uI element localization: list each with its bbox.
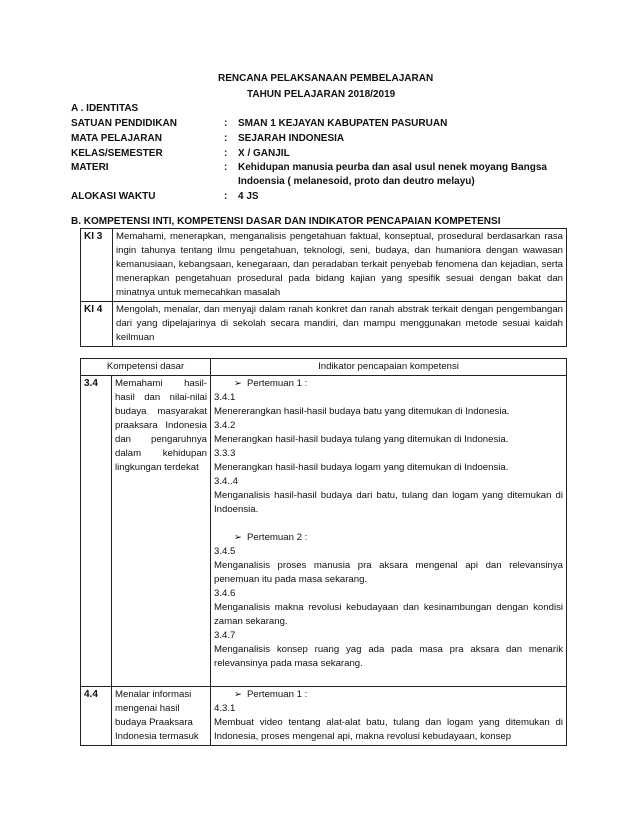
ki-code: KI 4 <box>81 302 113 347</box>
section-b-heading: B. KOMPETENSI INTI, KOMPETENSI DASAR DAN INDIKATOR PENCAPAIAN KOMPETENSI <box>71 216 501 227</box>
table-row <box>81 229 567 302</box>
indikator-cell <box>211 376 567 687</box>
ki-code: KI 3 <box>81 229 113 302</box>
indikator-number: 3.3.3 <box>214 448 236 459</box>
identity-value: SMAN 1 KEJAYAN KABUPATEN PASURUAN <box>238 118 448 129</box>
ki-text: Mengolah, menalar, dan menyaji dalam ranah konkret dan ranah abstrak terkait dengan pengembangan dari yang dipelajarinya di sekolah secara mandiri, dan mampu menggunakan metode sesuai kaidah keilmuan <box>113 302 567 347</box>
identity-value-line2: Indoensia ( melanesoid, proto dan deutro melayu) <box>238 176 475 187</box>
pertemuan-label: Pertemuan 1 : <box>247 689 308 700</box>
indikator-number: 3.4..4 <box>214 476 239 487</box>
identity-colon: : <box>224 191 228 202</box>
document-year: TAHUN PELAJARAN 2018/2019 <box>247 89 396 100</box>
identity-value: SEJARAH INDONESIA <box>238 133 345 144</box>
arrow-bullet-icon: ➢ <box>234 378 243 389</box>
pertemuan-label: Pertemuan 1 : <box>247 378 308 389</box>
document-title: RENCANA PELAKSANAAN PEMBELAJARAN <box>218 73 434 84</box>
pertemuan-heading <box>214 531 563 545</box>
kd-column-header: Kompetensi dasar <box>81 359 211 376</box>
identity-colon: : <box>224 118 228 129</box>
identity-label: SATUAN PENDIDIKAN <box>71 118 177 129</box>
indikator-text: Menganalisis konsep ruang yag ada pada masa pra aksara dan menarik relevansinya pada masa sekarang. <box>214 644 563 669</box>
ki-text: Memahami, menerapkan, menganalisis pengetahuan faktual, konseptual, prosedural berdasarkan rasa ingin tahunya tentang ilmu pengetahuan, teknologi, seni, budaya, dan humaniora dengan wawasan kemanusiaan, kebangsaan, kenegaraan, dan peradaban terkait penyebab fenomena dan kejadian, serta menerapkan pengetahuan prosedural pada bidang kajian yang spesifik sesuai dengan bakat dan minatnya untuk memecahkan masalah <box>113 229 567 302</box>
table-row <box>81 687 567 746</box>
indikator-text: Membuat video tentang alat-alat batu, tulang dan logam yang ditemukan di Indonesia, proses mengenal api, makna revolusi kebudayaan, konsep <box>214 717 563 742</box>
kd-code: 3.4 <box>81 376 112 687</box>
indikator-cell <box>211 687 567 746</box>
indikator-number: 3.4.7 <box>214 630 236 641</box>
identity-value: 4 JS <box>238 191 259 202</box>
indikator-text: Menganalisis hasil-hasil budaya dari batu, tulang dan logam yang ditemukan di Indoensia. <box>214 490 563 515</box>
pertemuan-label: Pertemuan 2 : <box>247 532 308 543</box>
identity-colon: : <box>224 148 228 159</box>
kompetensi-dasar-table <box>80 358 567 746</box>
identity-label: ALOKASI WAKTU <box>71 191 156 202</box>
spacer <box>214 671 563 685</box>
indikator-text: Menganalisis makna revolusi kebudayaan dan kesinambungan dengan kondisi zaman sekarang. <box>214 602 563 627</box>
kd-text: Menalar informasi mengenai hasil budaya Praaksara Indonesia termasuk <box>112 687 211 746</box>
indikator-text: Menerangkan hasil-hasil budaya tulang yang ditemukan di Indonesia. <box>214 434 509 445</box>
indikator-number: 3.4.6 <box>214 588 236 599</box>
table-row <box>81 376 567 687</box>
kd-code: 4.4 <box>81 687 112 746</box>
identity-value: Kehidupan manusia peurba dan asal usul nenek moyang Bangsa <box>238 162 547 173</box>
identity-colon: : <box>224 162 228 173</box>
identity-label: KELAS/SEMESTER <box>71 148 163 159</box>
indikator-text: Menganalisis proses manusia pra aksara mengenal api dan relevansinya penemuan itu pada masa sekarang. <box>214 560 563 585</box>
indikator-column-header: Indikator pencapaian kompetensi <box>211 359 567 376</box>
kd-text: Memahami hasil-hasil dan nilai-nilai budaya masyarakat praaksara Indonesia dan pengaruhnya dalam kehidupan lingkungan terdekat <box>112 376 211 687</box>
pertemuan-heading <box>214 688 563 702</box>
spacer <box>214 517 563 531</box>
arrow-bullet-icon: ➢ <box>234 532 243 543</box>
indikator-number: 3.4.2 <box>214 420 236 431</box>
identity-label: MATERI <box>71 162 109 173</box>
indikator-number: 3.4.1 <box>214 392 236 403</box>
identity-colon: : <box>224 133 228 144</box>
table-header-row <box>81 359 567 376</box>
indikator-text: Menererangkan hasil-hasil budaya batu yang ditemukan di Indonesia. <box>214 406 510 417</box>
indikator-number: 4.3.1 <box>214 703 236 714</box>
table-row <box>81 302 567 347</box>
identity-value: X / GANJIL <box>238 148 290 159</box>
indikator-number: 3.4.5 <box>214 546 236 557</box>
identity-label: MATA PELAJARAN <box>71 133 162 144</box>
pertemuan-heading <box>214 377 563 391</box>
section-a-heading: A . IDENTITAS <box>71 103 139 114</box>
kompetensi-inti-table <box>80 228 567 347</box>
arrow-bullet-icon: ➢ <box>234 689 243 700</box>
indikator-text: Menerangkan hasil-hasil budaya logam yang ditemukan di Indoensia. <box>214 462 509 473</box>
